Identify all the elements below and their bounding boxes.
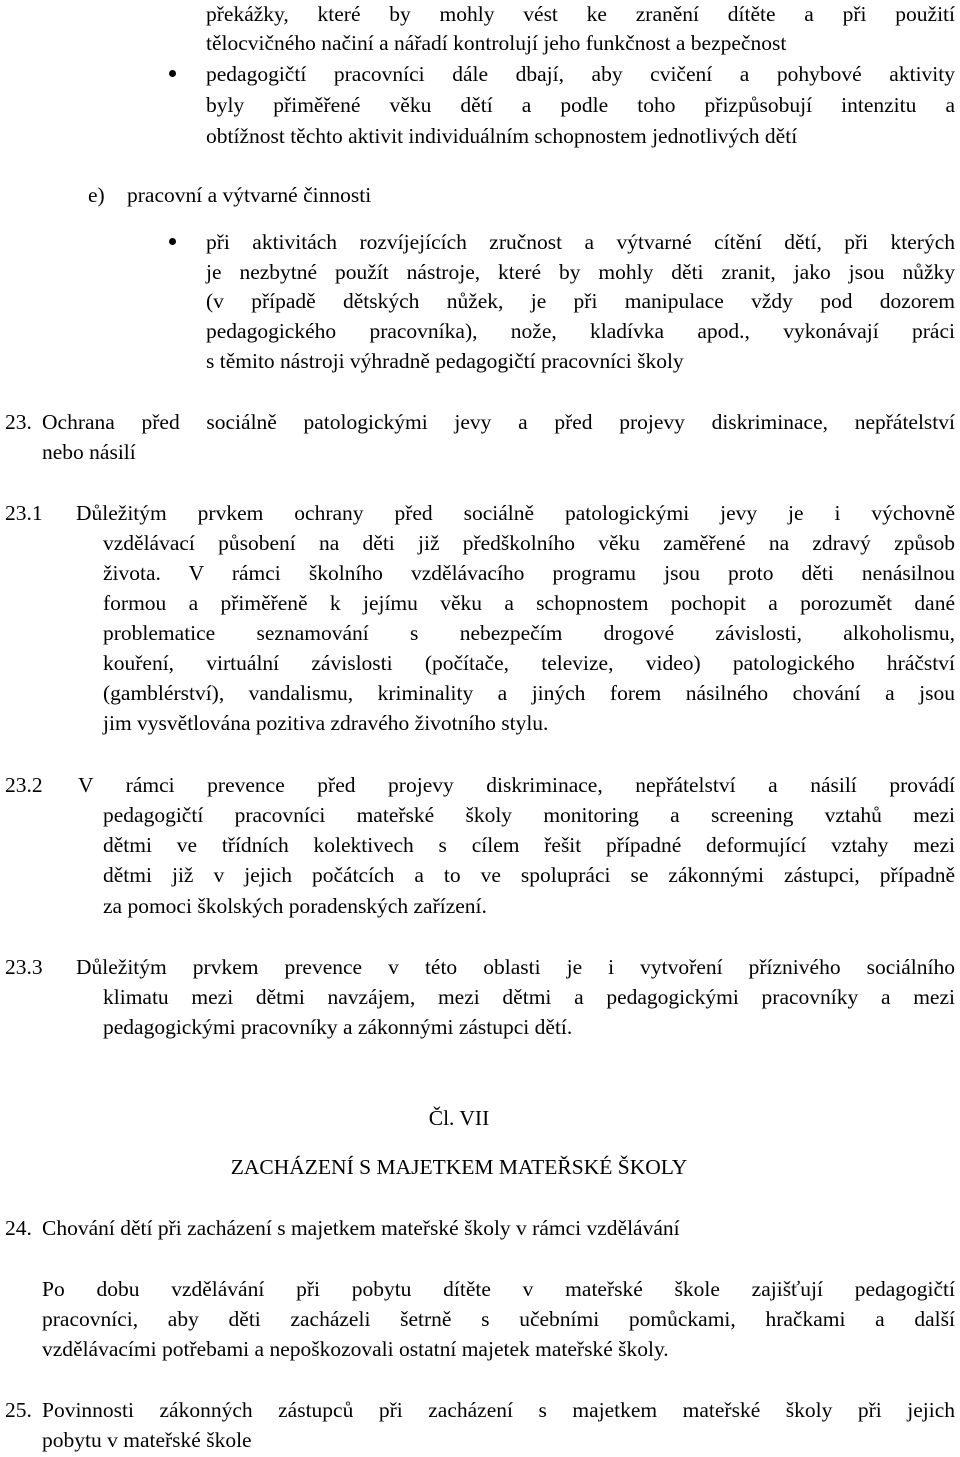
- paragraph-line: pedagogickými pracovníky a zákonnými zástupci dětí.: [103, 1015, 573, 1039]
- paragraph-line: problematice seznamování s nebezpečím drogové závislosti, alkoholismu,: [103, 621, 955, 645]
- paragraph-line: Důležitým prvkem ochrany před sociálně patologickými jevy je i výchovně: [76, 501, 955, 525]
- paragraph-line: pedagogického pracovníka), nože, kladívka apod., vykonávají práci: [206, 319, 955, 343]
- chapter-title: ZACHÁZENÍ S MAJETKEM MATEŘSKÉ ŠKOLY: [230, 1155, 688, 1179]
- paragraph-line: Po dobu vzdělávání při pobytu dítěte v mateřské škole zajišťují pedagogičtí: [42, 1277, 955, 1301]
- bullet-icon: [169, 70, 176, 77]
- bullet-icon: [169, 238, 176, 245]
- paragraph-line: byly přiměřené věku dětí a podle toho přizpůsobují intenzitu a: [206, 93, 955, 117]
- section-heading: Povinnosti zákonných zástupců při zacházení s majetkem mateřské školy při jejich: [42, 1398, 955, 1422]
- paragraph-line: vzdělávacími potřebami a nepoškozovali ostatní majetek mateřské školy.: [42, 1337, 669, 1361]
- paragraph-line: života. V rámci školního vzdělávacího programu jsou proto děti nenásilnou: [103, 561, 955, 585]
- section-heading: nebo násilí: [42, 440, 136, 464]
- paragraph-line: dětmi ve třídních kolektivech s cílem řešit případné deformující vztahy mezi: [103, 833, 955, 857]
- section-number: 23.2: [5, 773, 43, 797]
- paragraph-line: vzdělávací působení na děti již předškolního věku zaměřené na zdravý způsob: [103, 531, 955, 555]
- section-number: 23.3: [5, 955, 43, 979]
- paragraph-line: (gamblérství), vandalismu, kriminality a jiných forem násilného chování a jsou: [103, 681, 955, 705]
- paragraph-line: kouření, virtuální závislosti (počítače, televize, video) patologického hráčství: [103, 651, 955, 675]
- section-number: 23.: [5, 410, 32, 434]
- paragraph-line: je nezbytné použít nástroje, které by mohly děti zranit, jako jsou nůžky: [206, 260, 955, 284]
- paragraph-line: jim vysvětlována pozitiva zdravého životního stylu.: [103, 711, 549, 735]
- list-item-heading: pracovní a výtvarné činnosti: [127, 183, 372, 207]
- list-item-label: e): [88, 183, 105, 207]
- paragraph-line: pedagogičtí pracovníci dále dbají, aby cvičení a pohybové aktivity: [206, 62, 955, 86]
- paragraph-line: dětmi již v jejich počátcích a to ve spolupráci se zákonnými zástupci, případně: [103, 863, 955, 887]
- paragraph-line: V rámci prevence před projevy diskriminace, nepřátelství a násilí provádí: [78, 773, 955, 797]
- paragraph-line: Důležitým prvkem prevence v této oblasti je i vytvoření příznivého sociálního: [76, 955, 955, 979]
- section-number: 23.1: [5, 501, 43, 525]
- paragraph-line: pedagogičtí pracovníci mateřské školy monitoring a screening vztahů mezi: [103, 803, 955, 827]
- section-number: 24.: [5, 1216, 32, 1240]
- paragraph-line: formou a přiměřeně k jejímu věku a schopnostem pochopit a porozumět dané: [103, 591, 955, 615]
- section-heading: pobytu v mateřské škole: [42, 1428, 252, 1452]
- section-heading: Chování dětí při zacházení s majetkem mateřské školy v rámci vzdělávání: [42, 1216, 680, 1240]
- paragraph-line: obtížnost těchto aktivit individuálním schopnostem jednotlivých dětí: [206, 124, 798, 148]
- paragraph-line: při aktivitách rozvíjejících zručnost a výtvarné cítění dětí, při kterých: [206, 230, 955, 254]
- section-heading: Ochrana před sociálně patologickými jevy a před projevy diskriminace, nepřátelství: [42, 410, 955, 434]
- paragraph-line: klimatu mezi dětmi navzájem, mezi dětmi a pedagogickými pracovníky a mezi: [103, 985, 955, 1009]
- paragraph-line: za pomoci školských poradenských zařízení.: [103, 894, 487, 918]
- paragraph-line: překážky, které by mohly vést ke zranění dítěte a při použití: [206, 2, 955, 26]
- section-number: 25.: [5, 1398, 32, 1422]
- paragraph-line: pracovníci, aby děti zacházeli šetrně s učebními pomůckami, hračkami a další: [42, 1307, 955, 1331]
- paragraph-line: (v případě dětských nůžek, je při manipulace vždy pod dozorem: [206, 289, 955, 313]
- paragraph-line: s těmito nástroji výhradně pedagogičtí pracovníci školy: [206, 349, 684, 373]
- paragraph-line: tělocvičného načiní a nářadí kontrolují jeho funkčnost a bezpečnost: [206, 31, 787, 55]
- chapter-number: Čl. VII: [428, 1106, 490, 1130]
